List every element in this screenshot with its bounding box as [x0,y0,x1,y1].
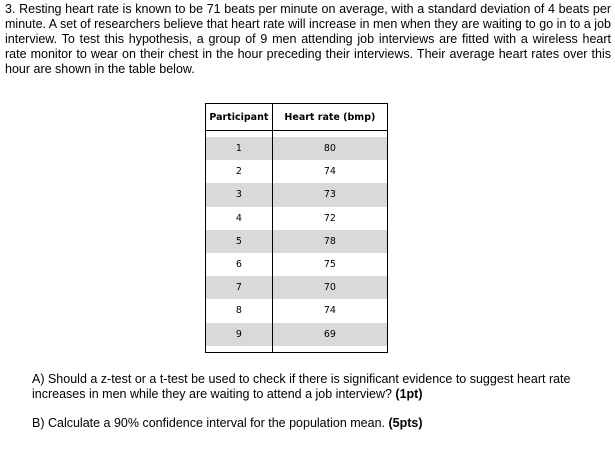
table-row [206,299,388,322]
problem-statement: 3. Resting heart rate is known to be 71 beats per minute on average, with a standard deviation of 4 beats per minute. A set of researchers believe that heart rate will increase in men when they are waiting to go in to a job interview. To test this hypothesis, a group of 9 men attending job interviews are fitted with a wireless heart rate monitor to wear on their chest in the hour preceding their interviews. Their average heart rates over this hour are shown in the table below. [5,2,611,76]
question-a-points: (1pt) [395,387,423,401]
question-a [32,372,607,402]
heart-rate-cell: 73 [272,183,387,206]
table-row [206,276,388,299]
heart-rate-cell: 74 [323,305,336,317]
participant-cell: 7 [206,276,273,299]
question-a-text: A) Should a z-test or a t-test be used to check if there is significant evidence to suggest heart rate increases in men while they are waiting to attend a job interview? [32,372,571,401]
heart-rate-cell: 74 [323,166,336,178]
table-row [206,137,388,160]
heart-rate-cell: 75 [323,259,336,271]
table-header-row [206,104,388,131]
participant-cell: 1 [206,137,273,160]
participant-cell: 8 [206,299,273,322]
participant-cell: 6 [206,253,273,276]
table-row [206,230,388,253]
table-row [206,160,388,183]
question-b-points: (5pts) [388,416,423,430]
participant-cell: 9 [206,323,273,346]
table-row [206,183,388,206]
participant-cell: 3 [206,183,273,206]
heart-rate-cell: 69 [272,323,387,346]
heart-rate-cell: 78 [272,230,387,253]
table-row [206,253,388,276]
question-b [32,416,607,431]
table-row [206,207,388,230]
participant-cell: 2 [206,160,273,183]
header-heart-rate: Heart rate (bmp) [272,104,387,131]
question-b-text: B) Calculate a 90% confidence interval for the population mean. [32,416,389,430]
participant-cell: 5 [206,230,273,253]
table-row [206,323,388,346]
heart-rate-cell: 70 [272,276,387,299]
heart-rate-cell: 80 [272,137,387,160]
participant-cell: 4 [206,207,273,230]
heart-rate-cell: 72 [323,212,336,224]
header-participant: Participant [206,104,273,131]
heart-rate-table [205,103,388,353]
heart-rate-table-container [205,103,390,353]
table-spacer [206,346,388,353]
